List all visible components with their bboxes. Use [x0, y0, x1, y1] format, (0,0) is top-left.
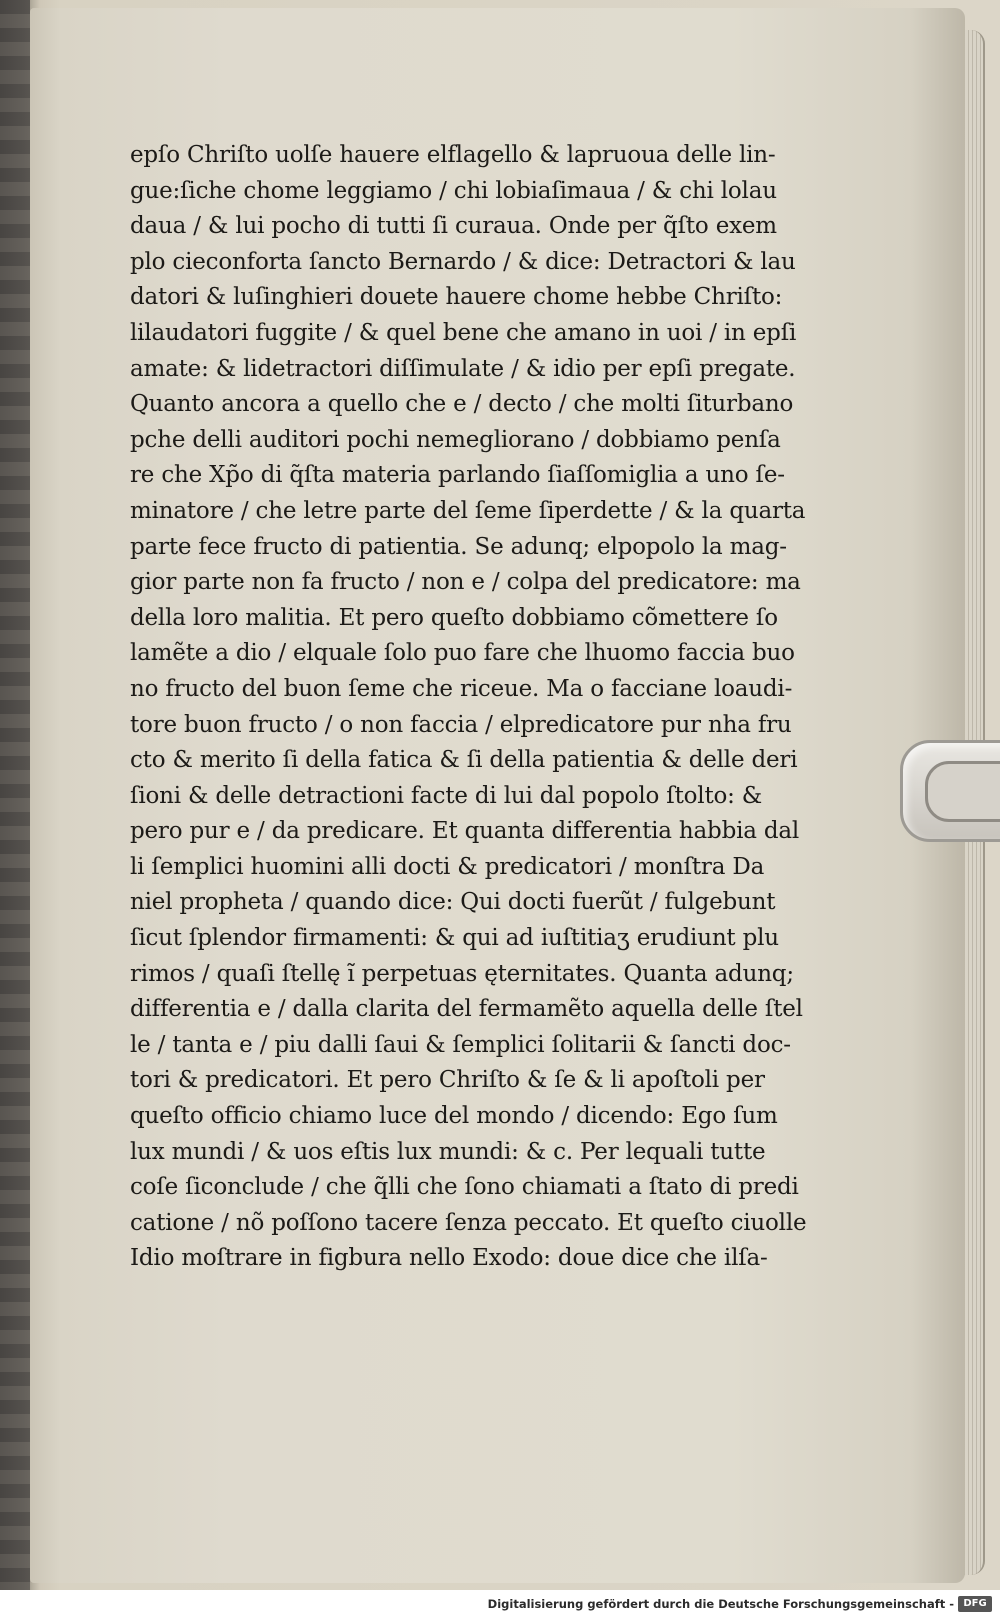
text-line: pero pur e / da predicare. Et quanta differentia habbia dal — [130, 818, 800, 845]
text-line: della loro malitia. Et pero queſto dobbiamo cõmettere ſo — [130, 604, 778, 631]
page-clip-inner — [925, 761, 1000, 822]
text-line: ſicut ſplendor firmamenti: & qui ad iuſtitiaʒ erudiunt plu — [130, 925, 779, 952]
text-line: datori & luſinghieri douete hauere chome hebbe Chriſto: — [130, 284, 783, 311]
digitization-footer — [0, 1590, 1000, 1618]
text-line: cto & merito ſi della fatica & ſi della patientia & delle deri — [130, 747, 798, 774]
text-line: differentia e / dalla clarita del fermamẽto aquella delle ſtel — [130, 996, 803, 1023]
text-line: tore buon fructo / o non faccia / elpredicatore pur nha fru — [130, 711, 792, 738]
text-line: daua / & lui pocho di tutti ſi curaua. Onde per q̃ſto exem — [130, 213, 777, 240]
text-line: plo cieconforta ſancto Bernardo / & dice: Detractori & lau — [130, 248, 796, 275]
page-clip — [900, 740, 1000, 842]
text-line: amate: & lidetractori diſſimulate / & idio per epſi pregate. — [130, 355, 796, 382]
text-line: ſioni & delle detractioni facte di lui dal popolo ſtolto: & — [130, 782, 763, 809]
text-line: gue:ſiche chome leggiamo / chi lobiaſimaua / & chi lolau — [130, 177, 777, 204]
text-line: Idio moſtrare in figbura nello Exodo: doue dice che ilſa- — [130, 1245, 768, 1272]
page-text-block — [130, 138, 807, 1277]
footer-credit: Digitalisierung gefördert durch die Deutsche Forschungsgemeinschaft - — [487, 1597, 954, 1611]
text-line: coſe ſiconclude / che q̃lli che ſono chiamati a ſtato di predi — [130, 1174, 799, 1201]
text-line: no fructo del buon ſeme che riceue. Ma o facciane loaudi- — [130, 675, 793, 702]
text-line: rimos / quaſi ſtellę ĩ perpetuas ęternitates. Quanta adunq; — [130, 960, 794, 987]
text-line: pche delli auditori pochi nemegliorano / dobbiamo penſa — [130, 426, 781, 453]
text-line: queſto officio chiamo luce del mondo / dicendo: Ego ſum — [130, 1103, 778, 1130]
text-line: parte fece fructo di patientia. Se adunq; elpopolo la mag- — [130, 533, 787, 560]
text-line: catione / nõ poſſono tacere ſenza peccato. Et queſto ciuolle — [130, 1209, 807, 1236]
text-line: lamẽte a dio / elquale ſolo puo fare che lhuomo faccia buo — [130, 640, 795, 667]
text-line: re che Xp̃o di q̃ſta materia parlando ſiaſſomiglia a uno ſe- — [130, 462, 785, 489]
text-line: lux mundi / & uos eſtis lux mundi: & c. Per lequali tutte — [130, 1138, 766, 1165]
text-line: li ſemplici huomini alli docti & predicatori / monſtra Da — [130, 853, 765, 880]
text-line: epſo Chriſto uolſe hauere elflagello & lapruoua delle lin- — [130, 142, 776, 168]
text-line: niel propheta / quando dice: Qui docti fuerũt / fulgebunt — [130, 889, 776, 916]
book-page — [30, 8, 965, 1583]
text-line: tori & predicatori. Et pero Chriſto & ſe & li apoſtoli per — [130, 1067, 765, 1094]
text-line: lilaudatori fuggite / & quel bene che amano in uoi / in epſi — [130, 319, 797, 346]
text-line: minatore / che letre parte del ſeme ſiperdette / & la quarta — [130, 497, 806, 524]
dfg-logo: DFG — [958, 1596, 992, 1612]
text-line: le / tanta e / piu dalli ſaui & ſemplici ſolitarii & ſancti doc- — [130, 1031, 791, 1058]
text-line: gior parte non fa fructo / non e / colpa del predicatore: ma — [130, 569, 801, 596]
text-line: Quanto ancora a quello che e / decto / che molti ſiturbano — [130, 391, 794, 418]
facing-page-edge — [0, 0, 30, 1590]
